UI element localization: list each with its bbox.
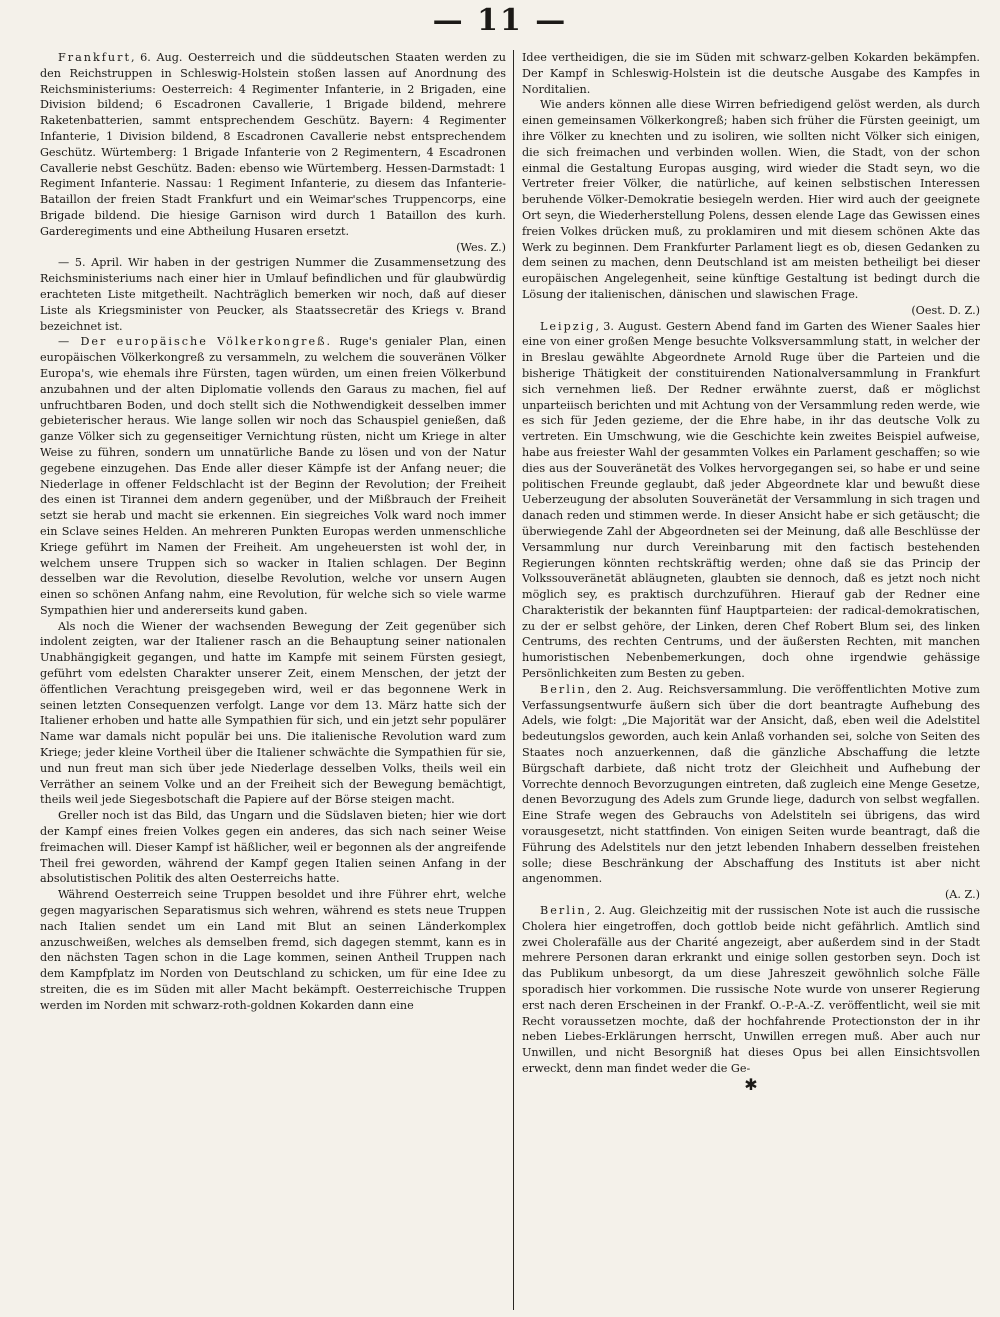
article-source: (A. Z.) [944, 888, 980, 902]
end-mark: ✱ [744, 1074, 758, 1094]
paragraph: Als noch die Wiener der wachsenden Bewegung der Zeit gegenüber sich indolent zeigten, war der Italiener rasch an die Behauptung seiner nationalen Unabhängigkeit gegangen, und hatte im Kampfe mit seinem Fürsten gesiegt, geführt vom edelsten Charakter unserer Zeit, einem Menschen, der jetzt der öffentlichen Verachtung preisgegeben wird, weil er das begonnene Werk in seinen letzten Consequenzen verfolgt. Lange vor dem 13. März hatte sich der Italiener erhoben und hatte alle Sympathien für sich, und ein jetzt sehr populärer Name war damals nicht populär bei uns. Die italienische Revolution ward zum Kriege; jeder kleine Vortheil über die Italiener schwächte die Sympathien für sie, und nun freut man sich über jede Niederlage desselben Volks, theils weil ein Verräther an seinem Volke und an der Freiheit sich der Bewegung bemächtigt, theils weil jede Siegesbotschaft die Papiere auf der Börse steigen macht. [40, 619, 506, 807]
article-voelkerkongress [40, 334, 506, 618]
dateline-place: Leipzig [540, 319, 596, 333]
paragraph [522, 97, 980, 318]
paragraph: Greller noch ist das Bild, das Ungarn und die Südslaven bieten; hier wie dort der Kampf eines freien Volkes gegen ein anderes, das sich nach seiner Weise freimachen will. Dieser Kampf ist häßlicher, weil er begonnen als der angreifende Theil frei geworden, während der Kampf gegen Italien seinen Anfang in der absolutistischen Politik des alten Oesterreichs hatte. [40, 809, 506, 886]
article-source: (Oest. D. Z.) [911, 303, 980, 317]
column-rule [513, 50, 514, 1310]
dateline-place: Berlin [540, 682, 587, 696]
dateline-place: Berlin [540, 904, 587, 918]
article-text: Ruge's genialer Plan, einen europäischen Völkerkongreß zu versammeln, zu welchem die souveränen Völker Europa's, wie ehemals ihre Fürsten, tagen würden, um einen freien Völkerbund anzubahnen und der alten Diplomatie vollends den Garaus zu machen, fiel auf unfruchtbaren Boden, und doch stellt sich die Nothwendigkeit desselben immer gebieterischer heraus. Wie lange sollen wir noch das Schauspiel genießen, daß ganze Völker sich zu gegenseitiger Vernichtung rüsten, nicht um Kriege in alter Weise zu führen, sondern um unnatürliche Bande zu lösen und von der Natur gegebene einzugehen. Das Ende aller dieser Kämpfe ist der Anfang neuer; die Niederlage in offener Feldschlacht ist der Beginn der Revolution; der Freiheit des einen ist Tirannei dem andern gegenüber, und der Mißbrauch der Freiheit setzt sie herab und macht sie erkennen. Ein siegreiches Volk ward noch immer ein Sclave seines Helden. An mehreren Punkten Europas werden unmenschliche Kriege geführt im Namen der Freiheit. Am ungeheuersten ist wohl der, in welchem unsere Truppen sich so wacker in Italien schlagen. Der Beginn desselben war die Revolution, dieselbe Revolution, welche vor unsern Augen einen so schönen Anfang nahm, eine Revolution, für welche sich so viele warme Sympathien hier und andererseits kund gaben. [40, 335, 506, 617]
page-number: — 11 — [432, 3, 568, 38]
article-text: , 2. Aug. Gleichzeitig mit der russischen Note ist auch die russische Cholera hier eingetroffen, doch gottlob beide nicht gefährlich. Amtlich sind zwei Cholerafälle aus der Charité angezeigt, aber außerdem sind in der Stadt mehrere Personen daran erkrankt und einige sollen gestorben seyn. Doch ist das Publikum unbesorgt, da um diese Jahreszeit gewöhnlich solche Fälle sporadisch hier vorkommen. Die russische Note wurde von unserer Regierung erst nach deren Erscheinen in der Frankf. O.-P.-A.-Z. veröffentlicht, weil sie mit Recht voraussetzen mochte, daß der hochfahrende Protectionston der in ihr neben Liebes-Erklärungen herrscht, Unwillen erregen muß. Aber auch nur Unwillen, und nicht Besorgniß hat dieses Opus bei allen Einsichtsvollen erweckt, denn man findet weder die Ge- [522, 904, 980, 1075]
columns [40, 50, 980, 1312]
article-text: Wie anders können alle diese Wirren befriedigend gelöst werden, als durch einen gemeinsamen Völkerkongreß; haben sich früher die Fürsten geeinigt, um ihre Völker zu knechten und zu isoliren, wie sollten nicht Völker sich einigen, die sich freimachen und verbinden wollen. Wien, die Stadt, von der schon einmal die Gestaltung Europas ausging, wird wieder die Stadt seyn, wo die Vertreter freier Völker, die natürliche, auf keinen selbstischen Interessen beruhende Völker-Demokratie besiegeln werden. Hier wird auch der geeignete Ort seyn, die Wiederherstellung Polens, dessen elende Lage das Gewissen eines freien Volkes drücken muß, zu proklamiren und mit diesem schönen Akte das Werk zu beginnen. Dem Frankfurter Parlament liegt es ob, diesen Gedanken zu dem seinen zu machen, denn Deutschland ist am meisten betheiligt bei dieser europäischen Angelegenheit, seine künftige Gestaltung ist bedingt durch die Lösung der italienischen, dänischen und slawischen Frage. [522, 98, 980, 301]
left-column [40, 50, 506, 1310]
right-column [522, 50, 980, 1310]
article-5-april: — 5. April. Wir haben in der gestrigen Nummer die Zusammensetzung des Reichsministeriums nach einer hier in Umlauf befindlichen und für glaubwürdig erachteten Liste mitgetheilt. Nachträglich bemerken wir noch, daß auf dieser Liste als Kriegsminister von Peucker, als Staatssecretär des Kriegs v. Brand bezeichnet ist. [40, 256, 506, 333]
article-text: , 3. August. Gestern Abend fand im Garten des Wiener Saales hier eine von einer großen Menge besuchte Volksversammlung statt, in welcher der in Breslau gewählte Abgeordnete Arnold Ruge über die Parteien und die bisherige Thätigkeit der constituirenden Nationalversammlung in Frankfurt sich vernehmen ließ. Der Redner erwähnte zuerst, daß er möglichst unparteiisch berichten und mit Achtung von der Versammlung reden werde, wie es sich für Jeden gezieme, der die Ehre habe, in ihr das deutsche Volk zu vertreten. Ein Umschwung, wie die Geschichte kein zweites Beispiel aufweise, habe aus freiester Wahl der gesammten Volkes ein Parlament geschaffen; so wie dies aus der Souveränetät des Volkes hervorgegangen sei, so habe er und seine politischen Freunde geglaubt, daß jeder Abgeordnete klar und bewußt diese Ueberzeugung der absoluten Souveränetät der Versammlung in sich tragen und danach reden und stimmen werde. In dieser Ansicht habe er sich getäuscht; die überwiegende Zahl der Abgeordneten sei der Meinung, daß alle Beschlüsse der Versammlung nur durch Vereinbarung mit den factisch bestehenden Regierungen könnten rechtskräftig werden; ohne daß sie das Princip der Volkssouveränetät abläugneten, glaubten sie dennoch, daß es jetzt noch nicht möglich sey, es praktisch durchzuführen. Hierauf gab der Redner eine Charakteristik der bekannten fünf Hauptparteien: der radical-demokratischen, zu der er selbst gehöre, der Linken, deren Chef Robert Blum sei, des linken Centrums, des rechten Centrums, und der äußersten Rechten, mit manchen humoristischen Nebenbemerkungen, doch ohne irgendwie gehässige Persönlichkeiten zum Besten zu geben. [522, 319, 980, 681]
article-berlin-1 [522, 682, 980, 903]
article-berlin-2 [522, 903, 980, 1077]
article-frankfurt [40, 50, 506, 255]
dateline-place: Frankfurt [58, 51, 131, 64]
article-text: , 6. Aug. Oesterreich und die süddeutschen Staaten werden zu den Reichstruppen in Schleswig-Holstein stoßen lassen auf Anordnung des Reichsministeriums: Oesterreich: 4 Regimenter Infanterie, in 2 Brigaden, eine Division bildend; 6 Escadronen Cavallerie, 1 Brigade bildend, mehrere Raketenbatterien, sammt entsprechendem Geschütz. Bayern: 4 Regimenter Infanterie, 1 Division bildend, 8 Escadronen Cavallerie nebst entsprechendem Geschütz. Würtemberg: 1 Brigade Infanterie von 2 Regimentern, 4 Escadronen Cavallerie nebst Geschütz. Baden: ebenso wie Würtemberg. Hessen-Darmstadt: 1 Regiment Infanterie. Nassau: 1 Regiment Infanterie, zu diesem das Infanterie-Bataillon der freien Stadt Frankfurt und ein Weimar'sches Truppencorps, eine Brigade bildend. Die hiesige Garnison wird durch 1 Bataillon des kurh. Garderegiments und eine Abtheilung Husaren ersetzt. [40, 51, 506, 238]
article-leipzig [522, 319, 980, 682]
paragraph-continued: Idee vertheidigen, die sie im Süden mit schwarz-gelben Kokarden bekämpfen. Der Kampf in Schleswig-Holstein ist die deutsche Ausgabe des Kampfes in Norditalien. [522, 51, 980, 96]
article-title: — Der europäische Völkerkongreß. [58, 335, 333, 349]
article-text: , den 2. Aug. Reichsversammlung. Die veröffentlichten Motive zum Verfassungsentwurfe äußern sich über die dort beantragte Aufhebung des Adels, wie folgt: „Die Majorität war der Ansicht, daß, eben weil die Adelstitel bedeutungslos geworden, auch kein Anlaß vorhanden sei, solche von Seiten des Staates noch anzuerkennen, daß die gänzliche Abschaffung die letzte Bürgschaft darbiete, daß nicht trotz der Gleichheit und Aufhebung der Vorrechte dennoch Bevorzugungen eintreten, daß zugleich eine Menge Gesetze, denen Bevorzugung des Adels zum Grunde liege, dadurch von selbst wegfallen. Eine Strafe wegen des Gebrauchs von Adelstiteln sei übrigens, das wird vorausgesetzt, nicht stattfinden. Von einigen Seiten wurde beantragt, daß die Führung des Adelstitels nur den jetzt lebenden Inhabern desselben freistehen solle; diese Beschränkung der Abschaffung des Instituts ist aber nicht angenommen. [522, 682, 980, 886]
article-source: (Wes. Z.) [456, 240, 506, 254]
paragraph: Während Oesterreich seine Truppen besoldet und ihre Führer ehrt, welche gegen magyarischen Separatismus sich wehren, während es stets neue Truppen nach Italien sendet um ein Land mit Blut an seinen Länderkomplex anzuschweißen, welches als demselben fremd, sich dagegen stemmt, kann es in den nächsten Tagen schon in die Lage kommen, seinen Antheil Truppen nach dem Kampfplatz im Norden von Deutschland zu schicken, um für eine Idee zu streiten, die es im Süden mit aller Macht bekämpft. Oesterreichische Truppen werden im Norden mit schwarz-roth-goldnen Kokarden dann eine [40, 888, 506, 1012]
